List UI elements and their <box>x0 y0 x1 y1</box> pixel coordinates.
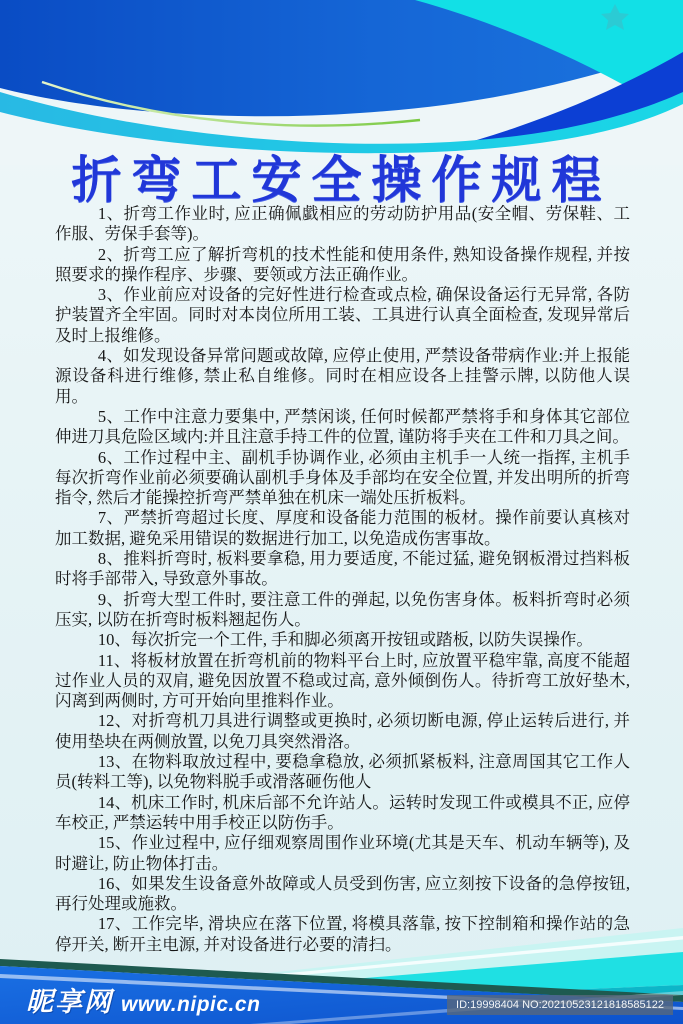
rule-item: 4、如发现设备异常问题或故障, 应停止使用, 严禁设备带病作业:并上报能源设备科进行维修, 禁止私自维修。同时在相应设各上挂警示牌, 以防他人误用。 <box>55 346 630 406</box>
site-watermark <box>26 980 260 1019</box>
rules-list <box>55 204 630 955</box>
rule-item: 14、机床工作时, 机床后部不允许站人。运转时发现工件或模具不正, 应停车校正, 严禁运转中用手校正以防伤手。 <box>55 792 630 832</box>
rule-item: 11、将板材放置在折弯机前的物料平台上时, 应放置平稳牢靠, 高度不能超过作业人员的双肩, 避免因放置不稳或过高, 意外倾倒伤人。待折弯工放好垫木, 闪离到两侧时, 方可开始向里推料作业。 <box>55 650 630 711</box>
rule-item: 17、工作完毕, 滑块应在落下位置, 将模具落靠, 按下控制箱和操作站的急停开关, 断开主电源, 并对设备进行必要的清扫。 <box>55 914 630 954</box>
rule-item: 2、折弯工应了解折弯机的技术性能和使用条件, 熟知设备操作规程, 并按照要求的操作程序、步骤、要领或方法正确作业。 <box>55 244 630 284</box>
site-logo: 昵享网 <box>26 987 113 1017</box>
rule-item: 5、工作中注意力要集中, 严禁闲谈, 任何时候都严禁将手和身体其它部位伸进刀具危险区域内:并且注意手持工件的位置, 谨防将手夹在工件和刀具之间。 <box>55 406 630 447</box>
rule-item: 6、工作过程中主、副机手协调作业, 必须由主机手一人统一指挥, 主机手每次折弯作业前必须要确认副机手身体及手部均在安全位置, 并发出明所的折弯指令, 然后才能操控折弯严禁单独在机床一端处压折板料。 <box>55 447 630 508</box>
rule-item: 13、在物料取放过程中, 要稳拿稳放, 必须抓紧板料, 注意周国其它工作人员(转料工等), 以免物料脱手或滑落砸伤他人 <box>55 752 630 792</box>
rule-item: 1、折弯工作业时, 应正确佩戱相应的劳动防护用品(安全帽、劳保鞋、工作服、劳保手套等)。 <box>55 204 630 244</box>
rule-item: 15、作业过程中, 应仔细观察周围作业环境(尤其是天车、机动车辆等), 及时避让, 防止物体打击。 <box>55 833 630 873</box>
rule-item: 12、对折弯机刀具进行调整或更换时, 必须切断电源, 停止运转后进行, 并使用垫块在两侧放置, 以免刀具突然滑洛。 <box>55 711 630 751</box>
site-url: www.nipic.cn <box>121 993 261 1016</box>
rule-item: 16、如果发生设备意外故障或人员受到伤害, 应立刻按下设备的急停按钮, 再行处理或施救。 <box>55 873 630 914</box>
image-id-badge: ID:19998404 NO:20210523121818585122 <box>447 995 673 1015</box>
rule-item: 7、严禁折弯超过长度、厚度和设备能力范围的板材。操作前要认真核对加工数据, 避免采用错误的数据进行加工, 以免造成伤害事故。 <box>55 508 630 548</box>
page-title: 折弯工安全操作规程 <box>71 152 612 208</box>
rule-item: 3、作业前应对设备的完好性进行检查或点检, 确保设备运行无异常, 各防护装置齐全牢固。同时对本岗位所用工装、工具进行认真全面检查, 发现异常后及时上报维修。 <box>55 285 630 345</box>
rule-item: 10、每次折完一个工件, 手和脚必须离开按钮或踏板, 以防失误操作。 <box>97 630 593 650</box>
rule-item: 9、折弯大型工件时, 要注意工件的弹起, 以免伤害身体。板料折弯时必须压实, 以防在折弯时板料翘起伤人。 <box>55 589 630 629</box>
rule-item: 8、推料折弯时, 板料要拿稳, 用力要适度, 不能过猛, 避免钢板滑过挡料板时将手部带入, 导致意外事故。 <box>55 549 630 589</box>
